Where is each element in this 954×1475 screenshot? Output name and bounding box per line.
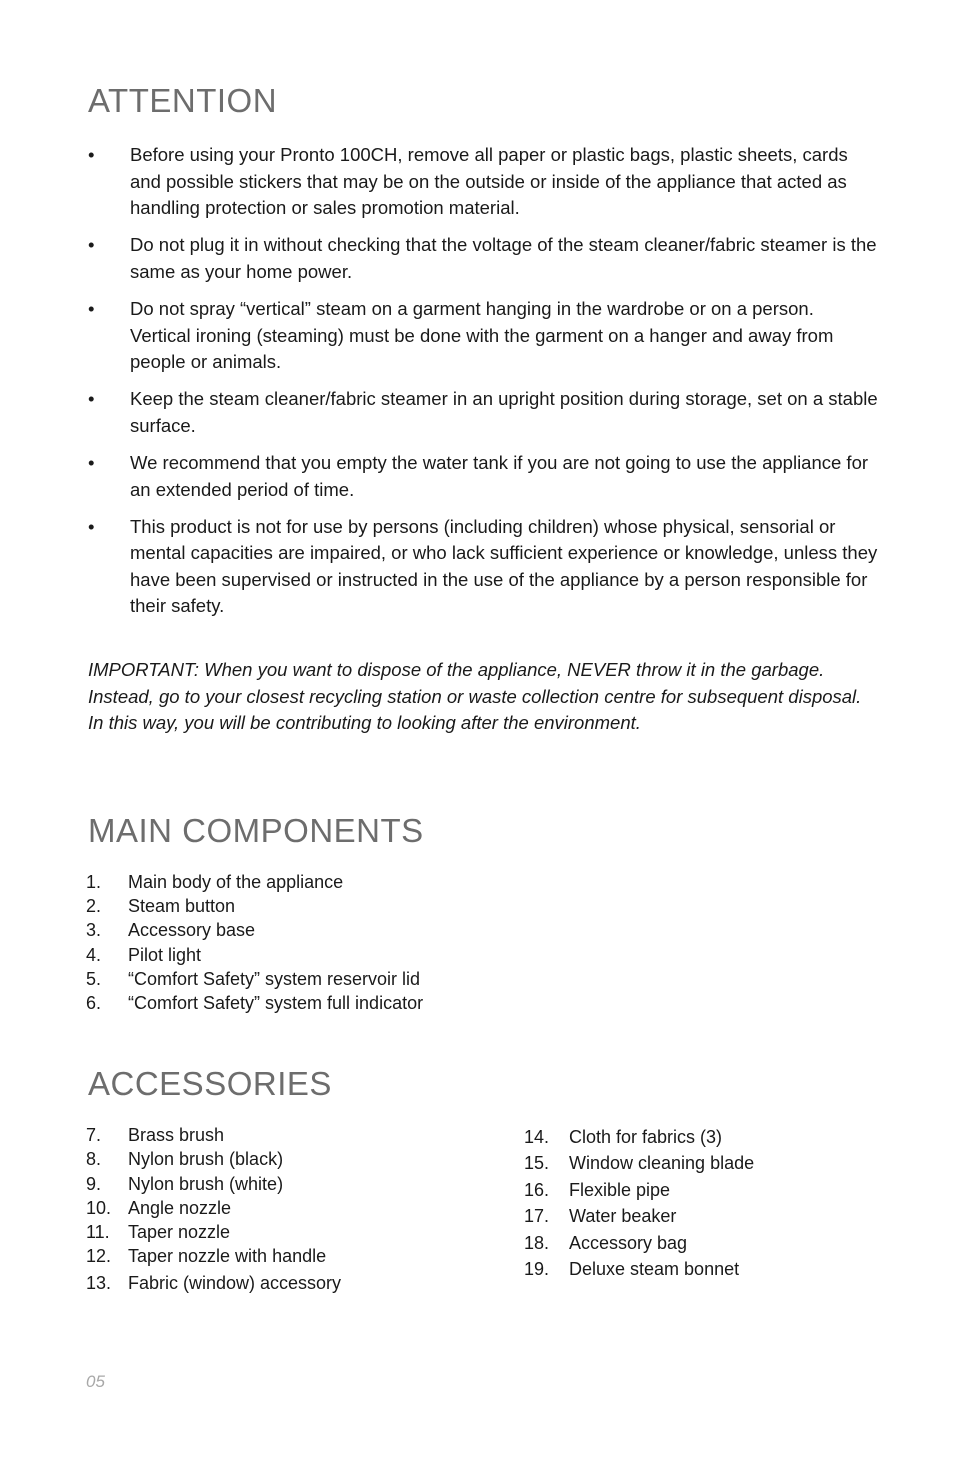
attention-list — [88, 142, 878, 631]
attention-item — [88, 232, 878, 285]
item-number: 5. — [86, 968, 102, 989]
item-label: Pilot light — [128, 944, 202, 965]
item-label: “Comfort Safety” system reservoir lid — [128, 968, 421, 989]
list-item — [524, 1256, 754, 1282]
attention-item-text: Keep the steam cleaner/fabric steamer in an upright position during storage, set on a stable surface. — [130, 388, 878, 436]
item-label: “Comfort Safety” system full indicator — [128, 993, 424, 1014]
list-item — [524, 1150, 754, 1176]
item-label: Cloth for fabrics (3) — [569, 1127, 723, 1147]
list-item — [86, 1271, 341, 1295]
list-item — [86, 991, 423, 1015]
item-number: 19. — [524, 1259, 550, 1280]
item-label: Accessory bag — [569, 1232, 688, 1253]
item-label: Flexible pipe — [569, 1179, 671, 1200]
item-label: Fabric (window) accessory — [128, 1272, 342, 1293]
important-note: IMPORTANT: When you want to dispose of the appliance, NEVER throw it in the garbage. Instead, go to your closest recycling station or waste collection centre for subsequent disposal. In this way, you will be contributing to looking after the environment. — [88, 659, 862, 734]
item-label: Accessory base — [128, 920, 256, 941]
bullet-icon: • — [88, 451, 95, 473]
list-item — [86, 894, 423, 918]
bullet-icon: • — [88, 144, 95, 165]
list-item — [86, 1220, 341, 1244]
list-item — [524, 1177, 754, 1203]
accessories-list-right — [524, 1124, 754, 1282]
item-number: 13. — [86, 1272, 112, 1293]
main-components-list — [86, 870, 423, 1015]
list-item — [86, 1196, 341, 1220]
attention-item-text: Do not plug it in without checking that the voltage of the steam cleaner/fabric steamer is the same as your home power. — [130, 234, 877, 282]
item-number: 17. — [524, 1206, 550, 1227]
item-label: Nylon brush (black) — [128, 1149, 284, 1170]
item-number: 4. — [86, 944, 102, 965]
list-item — [86, 967, 423, 991]
list-item — [524, 1203, 754, 1229]
item-label: Deluxe steam bonnet — [569, 1259, 740, 1280]
item-label: Main body of the appliance — [128, 872, 344, 892]
item-label: Angle nozzle — [128, 1197, 232, 1218]
list-item — [524, 1124, 754, 1150]
item-label: Nylon brush (white) — [128, 1173, 284, 1194]
bullet-icon: • — [88, 297, 95, 319]
item-label: Window cleaning blade — [569, 1153, 755, 1174]
list-item — [86, 1172, 341, 1196]
accessories-list-left — [86, 1123, 341, 1295]
item-label: Brass brush — [128, 1125, 225, 1145]
item-number: 1. — [86, 872, 102, 892]
item-number: 3. — [86, 920, 102, 941]
bullet-icon: • — [88, 234, 95, 256]
attention-item-text: This product is not for use by persons (including children) whose physical, sensorial or mental capacities are impaired, or who lack sufficient experience or knowledge, unless they have been supervised or instructed in the use of the appliance by a person responsible for their safety. — [130, 515, 878, 617]
item-number: 15. — [524, 1153, 550, 1174]
main-components-heading: MAIN COMPONENTS — [88, 812, 424, 849]
list-item — [524, 1230, 754, 1256]
list-item — [86, 1147, 341, 1171]
attention-item-text: Do not spray “vertical” steam on a garment hanging in the wardrobe or on a person. Vertical ironing (steaming) must be done with the garment on a hanger and away from people or animals. — [130, 297, 834, 373]
list-item — [86, 1244, 341, 1268]
attention-item — [88, 450, 878, 503]
attention-item-text: Before using your Pronto 100CH, remove all paper or plastic bags, plastic sheets, cards and possible stickers that may be on the outside or inside of the appliance that acted as handling protection or sales promotion material. — [130, 144, 848, 219]
item-number: 7. — [86, 1125, 102, 1145]
list-item — [86, 918, 423, 942]
item-number: 16. — [524, 1179, 550, 1200]
accessories-heading: ACCESSORIES — [88, 1065, 332, 1102]
attention-item — [88, 142, 878, 222]
item-number: 9. — [86, 1173, 102, 1194]
item-number: 8. — [86, 1149, 102, 1170]
item-label: Water beaker — [569, 1206, 677, 1227]
item-number: 11. — [86, 1222, 110, 1243]
bullet-icon: • — [88, 388, 95, 410]
attention-item-text: We recommend that you empty the water tank if you are not going to use the appliance for an extended period of time. — [130, 451, 869, 500]
attention-item — [88, 386, 878, 439]
page-number: 05 — [86, 1372, 105, 1391]
item-number: 2. — [86, 896, 102, 917]
list-item — [86, 1123, 341, 1147]
item-number: 12. — [86, 1246, 112, 1267]
attention-heading: ATTENTION — [88, 82, 278, 119]
item-number: 10. — [86, 1197, 112, 1218]
bullet-icon: • — [88, 515, 95, 537]
attention-item — [88, 296, 878, 376]
item-number: 6. — [86, 993, 102, 1014]
list-item — [86, 870, 423, 894]
item-label: Taper nozzle with handle — [128, 1246, 327, 1267]
item-label: Taper nozzle — [128, 1222, 231, 1243]
item-number: 18. — [524, 1232, 550, 1253]
item-number: 14. — [524, 1127, 550, 1147]
attention-item — [88, 514, 878, 620]
item-label: Steam button — [128, 896, 236, 917]
list-item — [86, 943, 423, 967]
